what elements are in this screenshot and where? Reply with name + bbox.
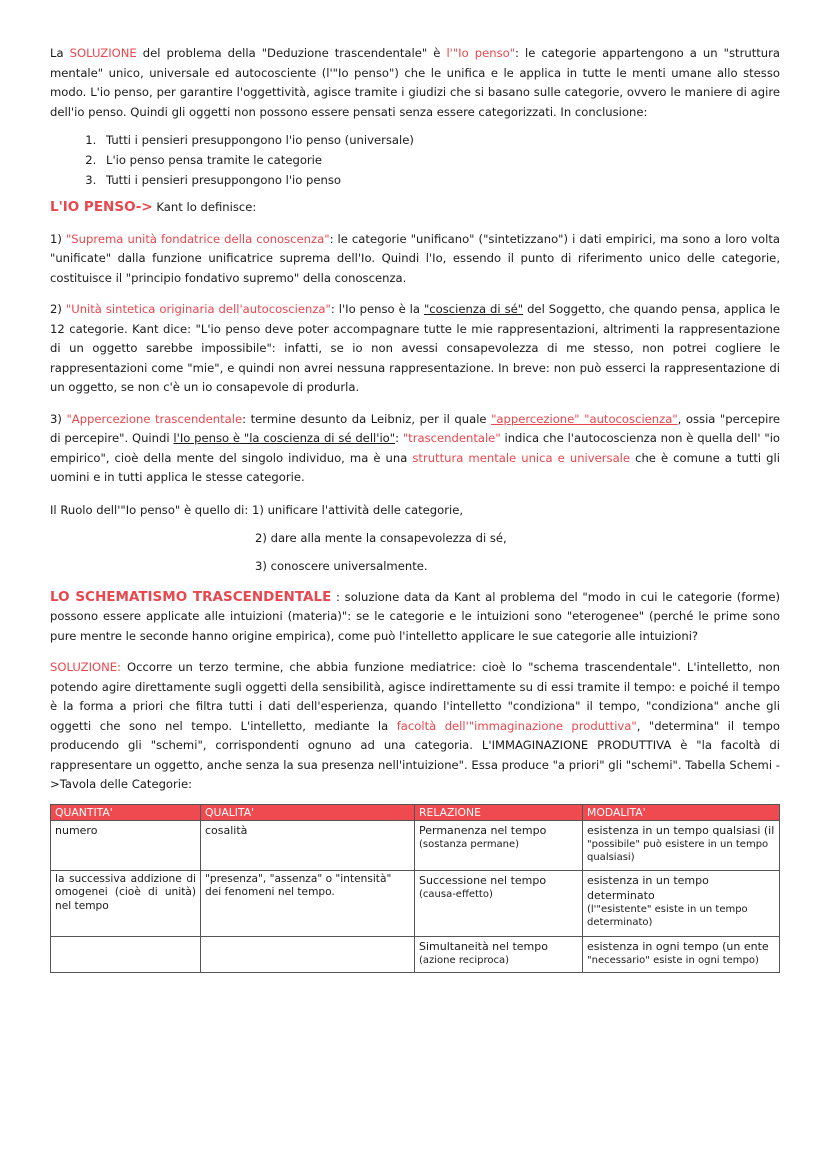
table-row	[51, 820, 780, 870]
coscienza-underlined: l'Io penso è "la coscienza di sé dell'io"	[173, 431, 396, 445]
definition-2	[50, 300, 780, 398]
table-cell	[201, 936, 415, 972]
table-header-row	[51, 804, 780, 820]
cell-sub: (sostanza permane)	[419, 838, 520, 850]
intro-text-a: La	[50, 46, 70, 60]
cell-sub: (azione reciproca)	[419, 954, 510, 966]
definition-3	[50, 410, 780, 488]
header-relazione: RELAZIONE	[415, 804, 583, 820]
io-penso-heading-line	[50, 198, 780, 218]
soluzione-label: SOLUZIONE:	[50, 660, 122, 674]
cell-main: esistenza in ogni tempo (un ente	[587, 939, 769, 953]
header-modalita: MODALITA'	[583, 804, 780, 820]
ruolo-item: 2) dare alla mente la consapevolezza di sé,	[255, 530, 507, 545]
table-cell	[201, 870, 415, 936]
ruolo-intro: Il Ruolo dell'"Io penso" è quello di:	[50, 502, 252, 517]
table-cell	[415, 936, 583, 972]
definition-2-title: "Unità sintetica originaria dell'autocoscienza"	[65, 302, 331, 316]
intro-paragraph	[50, 44, 780, 122]
ruolo-line	[50, 500, 780, 520]
definition-number: 2)	[50, 302, 66, 316]
schematismo-text: : soluzione data da Kant al problema del "modo in cui le categorie (forme) possono essere applicate alle intuizioni (materia)": se le categorie e le intuizioni sono "eterogenee" (perché le prime sono pure mentre le seconde hanno origine empirica), come può l'intelletto applicare le sue categorie alle intuizioni?	[50, 589, 780, 643]
cell-main: Successione nel tempo	[419, 873, 547, 887]
ruolo-item: 1) unificare l'attività delle categorie,	[252, 502, 464, 517]
struttura-mentale-keyword: struttura mentale unica e universale	[412, 450, 631, 465]
table-row	[51, 936, 780, 972]
definition-3-text-a: : termine desunto da Leibniz, per il quale	[242, 411, 492, 426]
cell-main: esistenza in un tempo qualsiasi (il	[587, 823, 775, 837]
intro-text-b: del problema della "Deduzione trascendentale" è	[136, 46, 447, 60]
definition-3-text-c: :	[395, 431, 403, 445]
soluzione-keyword: SOLUZIONE	[69, 46, 137, 60]
appercezione-underlined: "appercezione" "autocoscienza"	[491, 411, 678, 426]
coscienza-di-se-underlined: "coscienza di sé"	[423, 302, 524, 316]
definition-1	[50, 230, 780, 289]
table-cell	[51, 936, 201, 972]
io-penso-heading: L'IO PENSO->	[50, 199, 153, 215]
definition-3-title: "Appercezione trascendentale	[66, 411, 243, 426]
immaginazione-keyword: facoltà dell'"immaginazione produttiva"	[396, 718, 637, 733]
io-penso-heading-rest: Kant lo definisce:	[152, 200, 257, 214]
table-cell	[583, 936, 780, 972]
definition-1-title: "Suprema unità fondatrice della conoscenza"	[65, 231, 330, 246]
cell-sub: "necessario" esiste in ogni tempo)	[587, 954, 759, 966]
list-item: 1. Tutti i pensieri presuppongono l'io penso (universale)	[100, 130, 780, 150]
cell-main: Simultaneità nel tempo	[419, 939, 548, 953]
header-quantita: QUANTITA'	[51, 804, 201, 820]
header-qualita: QUALITA'	[201, 804, 415, 820]
soluzione-paragraph	[50, 658, 780, 795]
soluzione-text-b: , "determina" il tempo producendo gli "schemi", corrispondenti ognuno ad una categoria. L'IMMAGINAZIONE PRODUTTIVA è "la facoltà di rappresentare un oggetto, anche senza la sua presenza nell'intuizione". Essa produce "a priori" gli "schemi". Tabella Schemi ->Tavola delle Categorie:	[50, 718, 780, 791]
ruolo-item: 3) conoscere universalmente.	[255, 558, 428, 573]
table-row	[51, 870, 780, 936]
table-cell: numero	[51, 820, 201, 870]
trascendentale-keyword: "trascendentale"	[402, 431, 501, 445]
list-item: 2. L'io penso pensa tramite le categorie	[100, 150, 780, 170]
table-cell	[415, 820, 583, 870]
cell-main: esistenza in un tempo determinato	[587, 873, 709, 902]
cell-sub: (causa-effetto)	[419, 888, 493, 900]
cell-sub: (l'"esistente" esiste in un tempo determinato)	[587, 903, 748, 928]
schemi-table	[50, 804, 780, 973]
cell-sub: "possibile" può esistere in un tempo qualsiasi)	[587, 838, 769, 863]
definition-3-text-d: indica che l'autocoscienza non è quella dell' "io empirico", cioè della mente del singolo individuo, ma è una	[50, 431, 781, 465]
soluzione-text-a: Occorre un terzo termine, che abbia funzione mediatrice: cioè lo "schema trascendentale". L'intelletto, non potendo agire direttamente sugli oggetti della sensibilità, agisce indirettamente su di essi tramite il tempo: e poiché il tempo è la forma a priori che filtra tutti i dati dell'esperienza, quando l'intelletto "condiziona" il tempo, "condiziona" anche gli oggetti che sono nel tempo. L'intelletto, mediante la	[50, 660, 780, 733]
definition-2-text-a: : l'Io penso è la	[330, 302, 424, 316]
definition-number: 3)	[50, 411, 67, 426]
cell-main: Permanenza nel tempo	[419, 823, 547, 837]
definition-number: 1)	[50, 231, 66, 246]
table-cell	[583, 820, 780, 870]
definition-2-text-b: del Soggetto, che quando pensa, applica le 12 categorie. Kant dice: "L'io penso deve poter accompagnare tutte le mie rappresentazioni, altrimenti la rappresentazione di un oggetto sarebbe impossibile": infatti, se io non avessi consapevolezza di me stesso, non potrei cogliere le rappresentazioni come "mie", e quindi non avrei nessuna rappresentazione. In breve: non può esserci la rappresentazione di un oggetto, se non c'è un io consapevole di produrla.	[50, 302, 780, 394]
table-cell: cosalità	[201, 820, 415, 870]
cell-main: "presenza", "assenza" o "intensità" dei fenomeni nel tempo.	[205, 872, 392, 898]
definition-1-text: : le categorie "unificano" ("sintetizzano") i dati empirici, ma sono a loro volta "unificate" dalla funzione unificatrice suprema dell'Io. Quindi l'Io, essendo il punto di riferimento unico delle categorie, costituisce il "principio fondativo supremo" della conoscenza.	[50, 231, 780, 285]
list-item: 3. Tutti i pensieri presuppongono l'io penso	[100, 170, 780, 190]
definition-3-text-e: che è comune a tutti gli uomini e in tutti applica le stesse categorie.	[50, 450, 780, 484]
conclusion-list	[50, 130, 780, 190]
table-cell	[51, 870, 201, 936]
definition-3-text-b: , ossia "percepire di percepire". Quindi	[50, 411, 780, 445]
table-cell	[415, 870, 583, 936]
schematismo-paragraph	[50, 588, 780, 647]
intro-text-c: : le categorie appartengono a un "struttura mentale" unico, universale ed autocosciente (l'"Io penso") che le unifica e le applica in tutte le menti umane allo stesso modo. L'io penso, per garantire l'oggettività, agisce tramite i giudizi che si basano sulle categorie, ovvero le maniere di agire dell'io penso. Quindi gli oggetti non possono essere pensati senza essere categorizzati. In conclusione:	[50, 46, 781, 119]
io-penso-keyword: l'"Io penso"	[446, 46, 516, 60]
schematismo-heading: LO SCHEMATISMO TRASCENDENTALE	[50, 588, 332, 605]
cell-main: la successiva addizione di omogenei (cioè di unità) nel tempo	[55, 872, 196, 912]
table-cell	[583, 870, 780, 936]
